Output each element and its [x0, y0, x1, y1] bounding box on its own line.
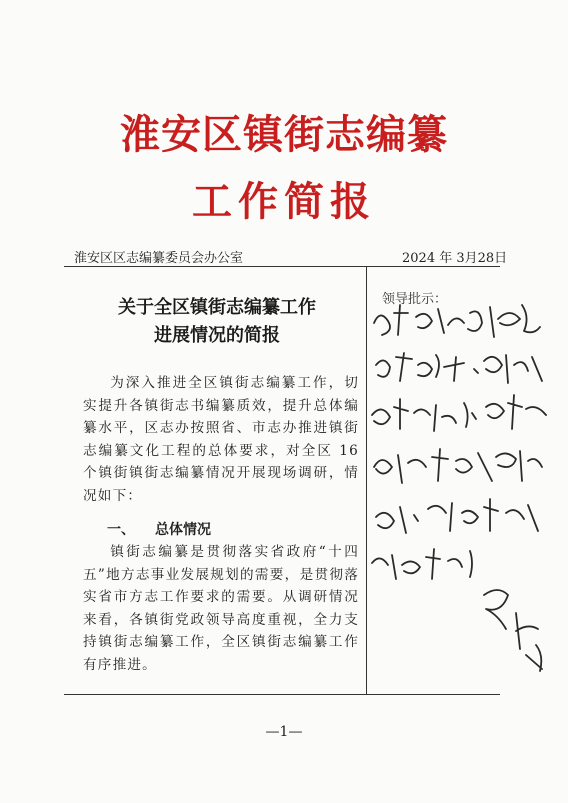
section-title: 总体情况	[155, 522, 211, 538]
header-rule	[64, 266, 500, 267]
article-heading-line1: 关于全区镇街志编纂工作	[118, 297, 316, 318]
issue-date: 2024 年 3月28日	[402, 251, 508, 266]
section-heading	[107, 519, 211, 539]
handwritten-instruction	[366, 295, 566, 695]
paragraph-overview: 镇街志编纂是贯彻落实省政府“十四五”地方志事业发展规划的需要，是贯彻落实省市方志工作要求的需要。从调研情况来看，各镇街党政领导高度重视，全力支持镇街志编纂工作，全区镇街志编纂工作有序推进。	[83, 544, 359, 673]
article-heading-line2: 进展情况的简报	[154, 325, 280, 346]
issuer: 淮安区区志编纂委员会办公室	[74, 251, 244, 266]
page-number: —1—	[265, 724, 303, 740]
paragraph-intro: 为深入推进全区镇街志编纂工作，切实提升各镇街志书编纂质效，提升总体编纂水平，区志办按照省、市志办推进镇街志编纂文化工程的总体要求，对全区 16 个镇街镇街志编纂情况开展现场调研，情况如下：	[83, 375, 359, 504]
section-number: 一、	[107, 522, 135, 538]
report-title-line2: 工作简报	[192, 178, 376, 225]
report-title-line1: 淮安区镇街志编纂	[120, 111, 448, 158]
instruction-label: 领导批示：	[382, 292, 448, 307]
